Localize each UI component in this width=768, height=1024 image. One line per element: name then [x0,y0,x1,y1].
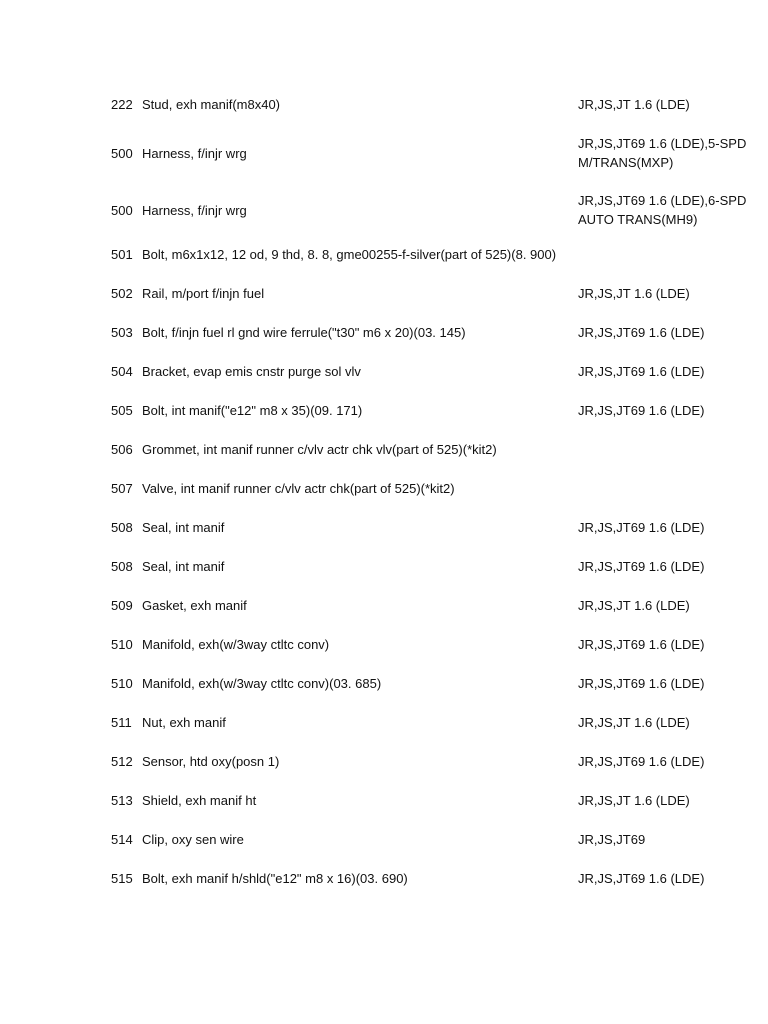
table-row [111,742,768,781]
part-number: 512 [111,754,133,769]
table-row [111,313,768,352]
part-description: Nut, exh manif [142,715,226,730]
part-description: Bracket, evap emis cnstr purge sol vlv [142,364,361,379]
table-row [111,703,768,742]
part-number: 508 [111,520,133,535]
table-row [111,625,768,664]
table-row [111,235,768,274]
part-description: Seal, int manif [142,559,225,574]
part-application: JR,JS,JT69 1.6 (LDE) [578,364,705,379]
table-row [111,93,768,121]
part-application: JR,JS,JT69 1.6 (LDE) [578,403,705,418]
part-description: Shield, exh manif ht [142,793,257,808]
table-row [111,121,768,178]
part-application: JR,JS,JT69 1.6 (LDE) [578,637,705,652]
part-application: JR,JS,JT 1.6 (LDE) [578,598,690,613]
part-description: Bolt, int manif("e12" m8 x 35)(09. 171) [142,403,363,418]
part-description: Rail, m/port f/injn fuel [142,286,265,301]
part-application: JR,JS,JT69 1.6 (LDE) [578,754,705,769]
part-number: 504 [111,364,133,379]
table-row [111,178,768,235]
part-number: 515 [111,871,133,886]
part-application: JR,JS,JT 1.6 (LDE) [578,97,690,112]
table-row [111,352,768,391]
part-number: 511 [111,715,132,730]
table-row [111,508,768,547]
part-application: JR,JS,JT69 1.6 (LDE) [578,520,705,535]
part-number: 222 [111,97,133,112]
table-row [111,274,768,313]
part-number: 510 [111,676,133,691]
part-number: 514 [111,832,133,847]
part-application: JR,JS,JT 1.6 (LDE) [578,286,690,301]
table-row [111,469,768,508]
part-description: Manifold, exh(w/3way ctltc conv) [142,637,330,652]
part-description: Seal, int manif [142,520,225,535]
part-description: Grommet, int manif runner c/vlv actr chk vlv(part of 525)(*kit2) [142,442,497,457]
part-description: Manifold, exh(w/3way ctltc conv)(03. 685) [142,676,382,691]
part-application: JR,JS,JT69 1.6 (LDE) [578,325,705,340]
part-application: JR,JS,JT 1.6 (LDE) [578,715,690,730]
parts-table [111,93,768,898]
table-row [111,859,768,898]
table-row [111,430,768,469]
part-application: JR,JS,JT69 1.6 (LDE),5-SPD M/TRANS(MXP) [578,136,747,170]
table-row [111,586,768,625]
table-row [111,820,768,859]
table-row [111,391,768,430]
part-application: JR,JS,JT 1.6 (LDE) [578,793,690,808]
part-application: JR,JS,JT69 1.6 (LDE) [578,559,705,574]
part-description: Gasket, exh manif [142,598,247,613]
part-number: 502 [111,286,133,301]
part-number: 513 [111,793,133,808]
table-row [111,547,768,586]
part-number: 500 [111,203,133,218]
part-number: 503 [111,325,133,340]
part-number: 509 [111,598,133,613]
table-row [111,664,768,703]
part-application: JR,JS,JT69 [578,832,646,847]
part-number: 501 [111,247,133,262]
part-application: JR,JS,JT69 1.6 (LDE),6-SPD AUTO TRANS(MH9) [578,193,747,227]
part-description: Bolt, exh manif h/shld("e12" m8 x 16)(03. 690) [142,871,408,886]
part-description: Bolt, m6x1x12, 12 od, 9 thd, 8. 8, gme00255-f-silver(part of 525)(8. 900) [142,247,557,262]
part-description: Valve, int manif runner c/vlv actr chk(part of 525)(*kit2) [142,481,455,496]
part-application: JR,JS,JT69 1.6 (LDE) [578,871,705,886]
part-number: 507 [111,481,133,496]
part-description: Sensor, htd oxy(posn 1) [142,754,280,769]
part-application: JR,JS,JT69 1.6 (LDE) [578,676,705,691]
part-number: 508 [111,559,133,574]
part-description: Harness, f/injr wrg [142,146,247,161]
part-number: 505 [111,403,133,418]
part-description: Stud, exh manif(m8x40) [142,97,281,112]
part-number: 506 [111,442,133,457]
part-number: 500 [111,146,133,161]
table-row [111,781,768,820]
part-number: 510 [111,637,133,652]
part-description: Clip, oxy sen wire [142,832,244,847]
part-description: Harness, f/injr wrg [142,203,247,218]
part-description: Bolt, f/injn fuel rl gnd wire ferrule("t30" m6 x 20)(03. 145) [142,325,466,340]
